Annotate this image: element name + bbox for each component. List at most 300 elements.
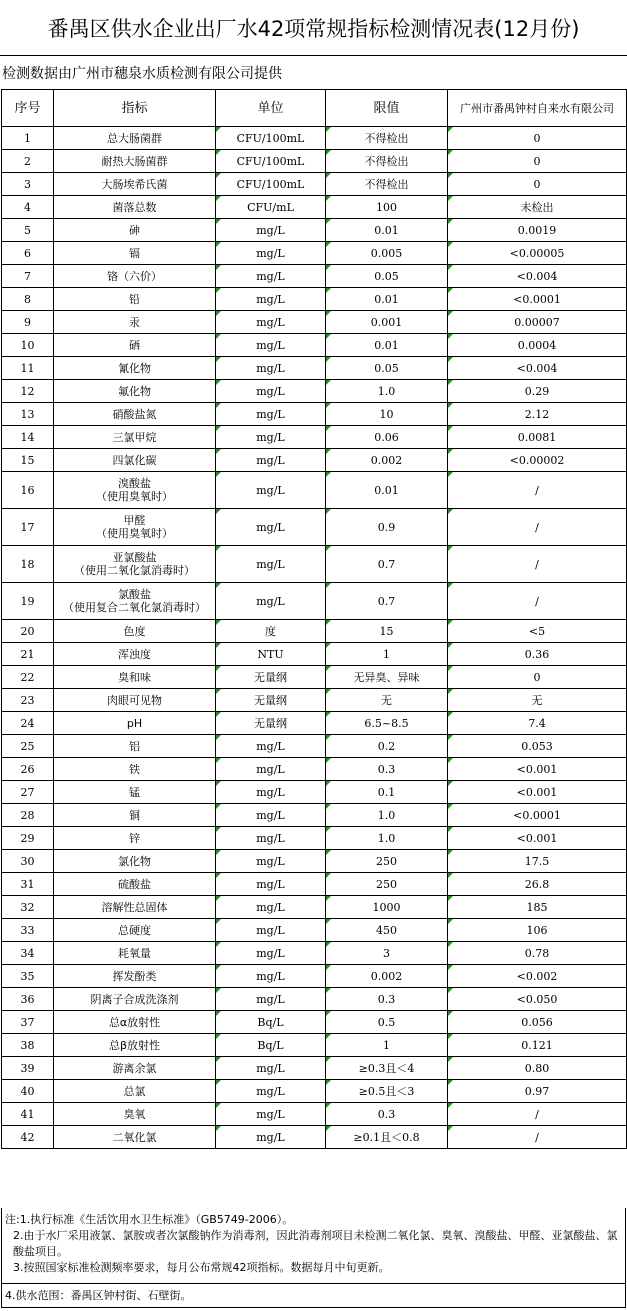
indicator-name: 大肠埃希氏菌 xyxy=(101,177,168,191)
cell-limit: 1.0 xyxy=(326,804,448,827)
indicator-name: 二氧化氯 xyxy=(112,1130,157,1144)
cell-limit: 0.01 xyxy=(326,219,448,242)
indicator-name: 总α放射性 xyxy=(108,1015,161,1029)
cell-no: 17 xyxy=(2,509,54,546)
header-limit: 限值 xyxy=(326,90,448,127)
cell-indicator xyxy=(54,1011,216,1034)
cell-no: 34 xyxy=(2,942,54,965)
cell-no: 30 xyxy=(2,850,54,873)
cell-limit: 0.05 xyxy=(326,265,448,288)
indicator-name: 三氯甲烷 xyxy=(112,430,157,444)
cell-result: 17.5 xyxy=(448,850,627,873)
cell-result: 0.056 xyxy=(448,1011,627,1034)
cell-indicator xyxy=(54,546,216,583)
indicator-condition: （使用臭氧时） xyxy=(96,490,173,503)
cell-unit: CFU/mL xyxy=(216,196,326,219)
cell-limit: 250 xyxy=(326,873,448,896)
cell-no: 23 xyxy=(2,689,54,712)
indicator-name: 总氯 xyxy=(123,1084,146,1098)
cell-unit: mg/L xyxy=(216,265,326,288)
indicator-name: 总β放射性 xyxy=(108,1038,161,1052)
cell-unit: mg/L xyxy=(216,219,326,242)
table-row xyxy=(2,965,627,988)
cell-result: / xyxy=(448,509,627,546)
table-row xyxy=(2,712,627,735)
note-2: 2.由于水厂采用液氯、氯胺或者次氯酸钠作为消毒剂，因此消毒剂项目未检测二氧化氯、臭氧、溴酸盐、甲醛、亚氯酸盐、氯酸盐项目。 xyxy=(13,1229,618,1258)
cell-unit: CFU/100mL xyxy=(216,150,326,173)
cell-indicator xyxy=(54,620,216,643)
table-row xyxy=(2,1034,627,1057)
cell-limit: 0.7 xyxy=(326,583,448,620)
cell-result: 0.80 xyxy=(448,1057,627,1080)
page-title: 番禺区供水企业出厂水42项常规指标检测情况表(12月份) xyxy=(0,0,627,56)
cell-limit: 0.2 xyxy=(326,735,448,758)
cell-indicator xyxy=(54,873,216,896)
cell-indicator xyxy=(54,850,216,873)
cell-limit: 0.5 xyxy=(326,1011,448,1034)
cell-result: 7.4 xyxy=(448,712,627,735)
table-row xyxy=(2,689,627,712)
cell-no: 5 xyxy=(2,219,54,242)
cell-limit: 10 xyxy=(326,403,448,426)
cell-no: 7 xyxy=(2,265,54,288)
cell-unit: mg/L xyxy=(216,583,326,620)
cell-unit: mg/L xyxy=(216,781,326,804)
cell-unit: mg/L xyxy=(216,873,326,896)
table-row xyxy=(2,242,627,265)
table-row xyxy=(2,173,627,196)
table-row xyxy=(2,643,627,666)
table-row xyxy=(2,311,627,334)
cell-unit: Bq/L xyxy=(216,1034,326,1057)
cell-unit: mg/L xyxy=(216,850,326,873)
cell-no: 10 xyxy=(2,334,54,357)
cell-result: 0.121 xyxy=(448,1034,627,1057)
cell-no: 1 xyxy=(2,127,54,150)
cell-limit: 不得检出 xyxy=(326,150,448,173)
cell-indicator xyxy=(54,689,216,712)
table-row xyxy=(2,334,627,357)
cell-result: <0.004 xyxy=(448,357,627,380)
cell-indicator xyxy=(54,666,216,689)
cell-result: 0.053 xyxy=(448,735,627,758)
table-row xyxy=(2,403,627,426)
cell-indicator xyxy=(54,1034,216,1057)
cell-result: <0.001 xyxy=(448,758,627,781)
indicator-name: 硒 xyxy=(129,338,140,352)
cell-result: 0.29 xyxy=(448,380,627,403)
cell-result: / xyxy=(448,1103,627,1126)
cell-result: / xyxy=(448,472,627,509)
table-row xyxy=(2,919,627,942)
cell-result: <0.050 xyxy=(448,988,627,1011)
indicator-name: 臭氧 xyxy=(123,1107,146,1121)
cell-unit: mg/L xyxy=(216,1103,326,1126)
cell-no: 32 xyxy=(2,896,54,919)
cell-limit: 0.3 xyxy=(326,988,448,1011)
cell-unit: 无量纲 xyxy=(216,689,326,712)
cell-no: 37 xyxy=(2,1011,54,1034)
cell-unit: mg/L xyxy=(216,942,326,965)
cell-unit: mg/L xyxy=(216,449,326,472)
indicator-name: 氯化物 xyxy=(118,854,151,868)
cell-result: <0.001 xyxy=(448,827,627,850)
indicator-condition: （使用复合二氧化氯消毒时） xyxy=(63,601,206,614)
cell-indicator xyxy=(54,196,216,219)
cell-no: 9 xyxy=(2,311,54,334)
cell-no: 33 xyxy=(2,919,54,942)
cell-no: 41 xyxy=(2,1103,54,1126)
cell-no: 28 xyxy=(2,804,54,827)
cell-result: / xyxy=(448,546,627,583)
supply-scope: 4.供水范围：番禺区钟村街、石壁街。 xyxy=(1,1284,626,1308)
cell-no: 2 xyxy=(2,150,54,173)
indicator-name: 肉眼可见物 xyxy=(107,693,162,707)
table-row xyxy=(2,219,627,242)
indicator-table xyxy=(1,89,627,1149)
cell-unit: mg/L xyxy=(216,357,326,380)
cell-unit: 度 xyxy=(216,620,326,643)
cell-limit: 不得检出 xyxy=(326,173,448,196)
cell-limit: 1 xyxy=(326,643,448,666)
table-row xyxy=(2,850,627,873)
indicator-name: 铝 xyxy=(129,739,140,753)
header-unit: 单位 xyxy=(216,90,326,127)
cell-limit: 0.9 xyxy=(326,509,448,546)
cell-result: <0.002 xyxy=(448,965,627,988)
cell-limit: 0.01 xyxy=(326,334,448,357)
cell-indicator xyxy=(54,265,216,288)
cell-limit: 3 xyxy=(326,942,448,965)
table-row xyxy=(2,896,627,919)
cell-unit: mg/L xyxy=(216,311,326,334)
cell-indicator xyxy=(54,735,216,758)
cell-no: 21 xyxy=(2,643,54,666)
cell-no: 12 xyxy=(2,380,54,403)
indicator-name: 溴酸盐 xyxy=(118,477,151,490)
cell-indicator xyxy=(54,1103,216,1126)
cell-result: 0.0004 xyxy=(448,334,627,357)
cell-indicator xyxy=(54,942,216,965)
cell-indicator xyxy=(54,1080,216,1103)
cell-unit: mg/L xyxy=(216,1080,326,1103)
table-row xyxy=(2,758,627,781)
cell-result: 0.36 xyxy=(448,643,627,666)
cell-unit: mg/L xyxy=(216,896,326,919)
cell-result: <0.001 xyxy=(448,781,627,804)
indicator-name: 氰化物 xyxy=(118,361,151,375)
cell-result: 26.8 xyxy=(448,873,627,896)
cell-limit: 0.005 xyxy=(326,242,448,265)
cell-no: 29 xyxy=(2,827,54,850)
cell-no: 8 xyxy=(2,288,54,311)
cell-result: <0.00005 xyxy=(448,242,627,265)
indicator-name: 硫酸盐 xyxy=(118,877,151,891)
cell-no: 13 xyxy=(2,403,54,426)
cell-limit: 1.0 xyxy=(326,827,448,850)
indicator-name: 亚氯酸盐 xyxy=(112,551,157,564)
cell-indicator xyxy=(54,334,216,357)
indicator-name: 总大肠菌群 xyxy=(107,131,162,145)
cell-unit: mg/L xyxy=(216,1126,326,1149)
cell-result: 0 xyxy=(448,127,627,150)
cell-indicator xyxy=(54,919,216,942)
cell-indicator xyxy=(54,426,216,449)
table-row xyxy=(2,781,627,804)
cell-no: 38 xyxy=(2,1034,54,1057)
cell-indicator xyxy=(54,583,216,620)
table-row xyxy=(2,426,627,449)
cell-no: 39 xyxy=(2,1057,54,1080)
cell-no: 42 xyxy=(2,1126,54,1149)
cell-no: 16 xyxy=(2,472,54,509)
cell-result: <0.00002 xyxy=(448,449,627,472)
cell-limit: 0.01 xyxy=(326,472,448,509)
cell-indicator xyxy=(54,173,216,196)
indicator-name: 氯酸盐 xyxy=(118,588,151,601)
cell-result: <0.004 xyxy=(448,265,627,288)
table-row xyxy=(2,1011,627,1034)
cell-limit: 15 xyxy=(326,620,448,643)
cell-limit: ≥0.1且＜0.8 xyxy=(326,1126,448,1149)
indicator-name: pH xyxy=(126,716,143,730)
table-row xyxy=(2,472,627,509)
cell-limit: 无异臭、异味 xyxy=(326,666,448,689)
cell-result: <0.0001 xyxy=(448,288,627,311)
cell-unit: mg/L xyxy=(216,919,326,942)
cell-no: 18 xyxy=(2,546,54,583)
indicator-name: 铅 xyxy=(129,292,140,306)
cell-result: 2.12 xyxy=(448,403,627,426)
cell-no: 25 xyxy=(2,735,54,758)
table-row xyxy=(2,357,627,380)
indicator-name: 甲醛 xyxy=(123,514,146,527)
table-row xyxy=(2,546,627,583)
cell-limit: 0.3 xyxy=(326,1103,448,1126)
cell-limit: 100 xyxy=(326,196,448,219)
table-row xyxy=(2,804,627,827)
indicator-name: 铬（六价） xyxy=(107,269,162,283)
cell-indicator xyxy=(54,781,216,804)
cell-limit: 0.002 xyxy=(326,965,448,988)
cell-limit: 0.01 xyxy=(326,288,448,311)
cell-limit: 0.1 xyxy=(326,781,448,804)
cell-unit: mg/L xyxy=(216,334,326,357)
cell-unit: mg/L xyxy=(216,426,326,449)
indicator-name: 锌 xyxy=(129,831,140,845)
indicator-name: 挥发酚类 xyxy=(112,969,157,983)
cell-result: 185 xyxy=(448,896,627,919)
cell-indicator xyxy=(54,311,216,334)
table-row xyxy=(2,735,627,758)
indicator-name: 砷 xyxy=(129,223,140,237)
table-row xyxy=(2,265,627,288)
table-row xyxy=(2,988,627,1011)
cell-unit: mg/L xyxy=(216,735,326,758)
cell-result: 0.00007 xyxy=(448,311,627,334)
cell-indicator xyxy=(54,357,216,380)
data-source-line: 检测数据由广州市穗泉水质检测有限公司提供 xyxy=(2,66,282,82)
indicator-name: 色度 xyxy=(123,624,146,638)
cell-unit: mg/L xyxy=(216,988,326,1011)
indicator-name: 硝酸盐氮 xyxy=(112,407,157,421)
indicator-name: 四氯化碳 xyxy=(112,453,157,467)
cell-indicator xyxy=(54,804,216,827)
cell-unit: mg/L xyxy=(216,242,326,265)
cell-no: 20 xyxy=(2,620,54,643)
cell-no: 35 xyxy=(2,965,54,988)
cell-indicator xyxy=(54,403,216,426)
indicator-name: 总硬度 xyxy=(118,923,151,937)
cell-no: 27 xyxy=(2,781,54,804)
cell-limit: 1000 xyxy=(326,896,448,919)
cell-no: 24 xyxy=(2,712,54,735)
cell-limit: 0.05 xyxy=(326,357,448,380)
cell-result: 0 xyxy=(448,150,627,173)
cell-result: 0.0019 xyxy=(448,219,627,242)
cell-indicator xyxy=(54,242,216,265)
table-row xyxy=(2,942,627,965)
cell-no: 19 xyxy=(2,583,54,620)
indicator-name: 耐热大肠菌群 xyxy=(101,154,168,168)
cell-no: 36 xyxy=(2,988,54,1011)
cell-limit: 0.06 xyxy=(326,426,448,449)
table-row xyxy=(2,380,627,403)
indicator-name: 镉 xyxy=(129,246,140,260)
cell-unit: mg/L xyxy=(216,965,326,988)
cell-unit: 无量纲 xyxy=(216,666,326,689)
cell-result: 0.97 xyxy=(448,1080,627,1103)
cell-indicator xyxy=(54,509,216,546)
cell-indicator xyxy=(54,827,216,850)
cell-indicator xyxy=(54,988,216,1011)
header-no: 序号 xyxy=(2,90,54,127)
cell-unit: mg/L xyxy=(216,403,326,426)
cell-limit: ≥0.3且＜4 xyxy=(326,1057,448,1080)
cell-indicator xyxy=(54,219,216,242)
notes-block xyxy=(1,1208,626,1284)
header-indicator: 指标 xyxy=(54,90,216,127)
cell-indicator xyxy=(54,965,216,988)
cell-unit: Bq/L xyxy=(216,1011,326,1034)
indicator-name: 耗氧量 xyxy=(118,946,151,960)
cell-unit: mg/L xyxy=(216,1057,326,1080)
cell-no: 4 xyxy=(2,196,54,219)
note-1: 注:1.执行标准《生活饮用水卫生标准》（GB5749-2006）。 xyxy=(5,1213,294,1226)
table-row xyxy=(2,583,627,620)
indicator-name: 阴离子合成洗涤剂 xyxy=(90,992,179,1006)
cell-unit: mg/L xyxy=(216,509,326,546)
cell-unit: CFU/100mL xyxy=(216,173,326,196)
cell-no: 22 xyxy=(2,666,54,689)
cell-unit: mg/L xyxy=(216,472,326,509)
indicator-name: 溶解性总固体 xyxy=(101,900,168,914)
cell-unit: mg/L xyxy=(216,546,326,583)
note-3: 3.按照国家标准检测频率要求，每月公布常规42项指标。数据每月中旬更新。 xyxy=(13,1261,390,1274)
cell-unit: mg/L xyxy=(216,288,326,311)
cell-unit: mg/L xyxy=(216,380,326,403)
table-row xyxy=(2,150,627,173)
indicator-name: 铜 xyxy=(129,808,140,822)
cell-indicator xyxy=(54,449,216,472)
cell-indicator xyxy=(54,758,216,781)
cell-result: 0.78 xyxy=(448,942,627,965)
table-row xyxy=(2,127,627,150)
cell-indicator xyxy=(54,472,216,509)
cell-limit: 0.3 xyxy=(326,758,448,781)
cell-no: 6 xyxy=(2,242,54,265)
cell-indicator xyxy=(54,712,216,735)
cell-result: 0.0081 xyxy=(448,426,627,449)
indicator-name: 铁 xyxy=(129,762,140,776)
cell-result: 0 xyxy=(448,173,627,196)
table-body xyxy=(2,127,627,1149)
indicator-name: 汞 xyxy=(129,315,140,329)
table-row xyxy=(2,873,627,896)
cell-unit: mg/L xyxy=(216,758,326,781)
cell-limit: 0.001 xyxy=(326,311,448,334)
cell-indicator xyxy=(54,288,216,311)
cell-indicator xyxy=(54,1057,216,1080)
table-row xyxy=(2,1103,627,1126)
cell-unit: mg/L xyxy=(216,804,326,827)
cell-unit: 无量纲 xyxy=(216,712,326,735)
cell-unit: CFU/100mL xyxy=(216,127,326,150)
cell-no: 31 xyxy=(2,873,54,896)
cell-limit: ≥0.5且＜3 xyxy=(326,1080,448,1103)
cell-limit: 0.002 xyxy=(326,449,448,472)
cell-limit: 不得检出 xyxy=(326,127,448,150)
indicator-condition: （使用二氧化氯消毒时） xyxy=(74,564,195,577)
cell-indicator xyxy=(54,1126,216,1149)
table-row xyxy=(2,196,627,219)
table-row xyxy=(2,1080,627,1103)
table-row xyxy=(2,620,627,643)
cell-indicator xyxy=(54,896,216,919)
cell-no: 26 xyxy=(2,758,54,781)
cell-unit: NTU xyxy=(216,643,326,666)
table-row xyxy=(2,288,627,311)
cell-result: <5 xyxy=(448,620,627,643)
table-row xyxy=(2,827,627,850)
table-row xyxy=(2,1057,627,1080)
cell-result: <0.0001 xyxy=(448,804,627,827)
cell-limit: 无 xyxy=(326,689,448,712)
cell-result: / xyxy=(448,1126,627,1149)
cell-unit: mg/L xyxy=(216,827,326,850)
cell-limit: 450 xyxy=(326,919,448,942)
cell-result: / xyxy=(448,583,627,620)
cell-indicator xyxy=(54,643,216,666)
cell-indicator xyxy=(54,380,216,403)
indicator-name: 臭和味 xyxy=(118,670,151,684)
cell-limit: 0.7 xyxy=(326,546,448,583)
cell-indicator xyxy=(54,150,216,173)
cell-limit: 250 xyxy=(326,850,448,873)
cell-limit: 1 xyxy=(326,1034,448,1057)
table-row xyxy=(2,1126,627,1149)
cell-result: 0 xyxy=(448,666,627,689)
table-row xyxy=(2,449,627,472)
header-company: 广州市番禺钟村自来水有限公司 xyxy=(448,90,627,127)
table-row xyxy=(2,509,627,546)
cell-limit: 6.5~8.5 xyxy=(326,712,448,735)
cell-result: 无 xyxy=(448,689,627,712)
table-row xyxy=(2,666,627,689)
cell-result: 106 xyxy=(448,919,627,942)
cell-no: 11 xyxy=(2,357,54,380)
indicator-name: 氟化物 xyxy=(118,384,151,398)
